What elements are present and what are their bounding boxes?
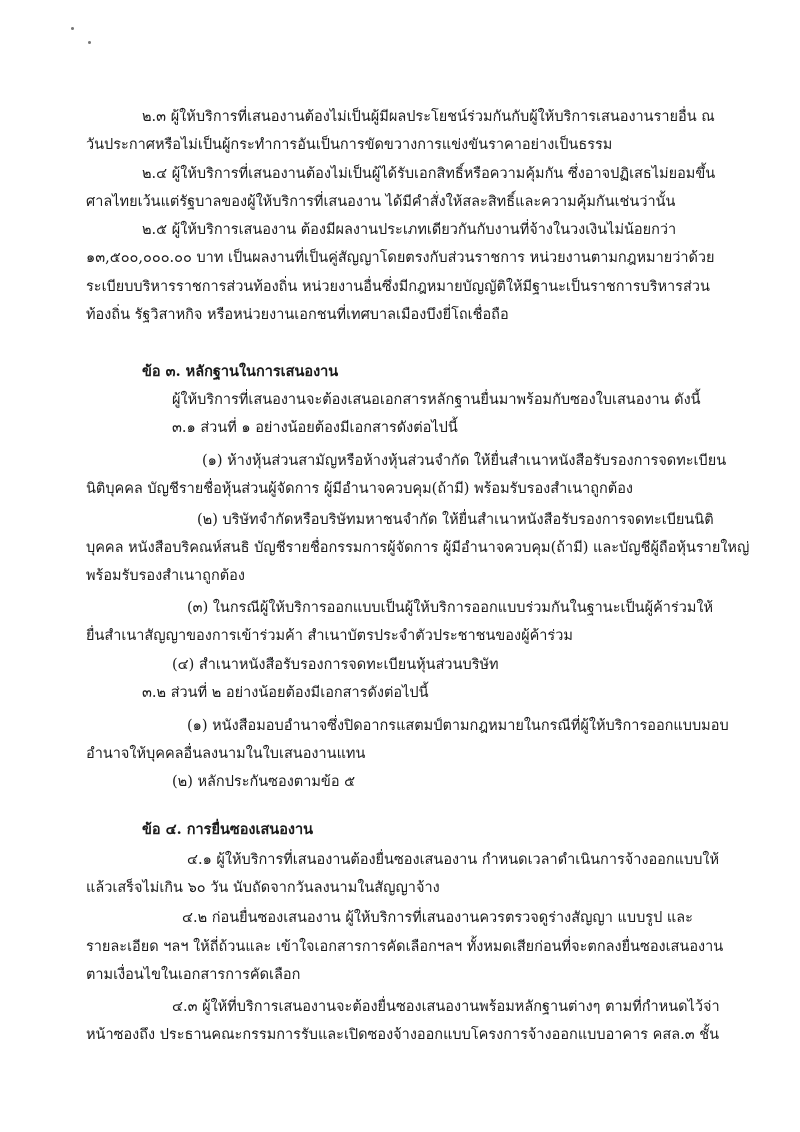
item-3-2-1-line-1: (๑) หนังสือมอบอำนาจซึ่งปิดอากรแสตมป์ตามกฎหมายในกรณีที่ผู้ให้บริการออกแบบมอบ	[187, 718, 729, 734]
paragraph-2-5-line-2: ๑๓,๕๐๐,๐๐๐.๐๐ บาท เป็นผลงานที่เป็นคู่สัญญาโดยตรงกับส่วนราชการ หน่วยงานตามกฎหมายว่าด้วย	[86, 250, 715, 266]
item-3-1-2-line-2: บุคคล หนังสือบริคณห์สนธิ บัญชีรายชื่อกรรมการผู้จัดการ ผู้มีอำนาจควบคุม(ถ้ามี) และบัญชีผู้ถือหุ้นรายใหญ่	[86, 540, 750, 556]
item-4-3-line-1: ๔.๓ ผู้ให้ที่บริการเสนองานจะต้องยื่นซองเสนองานพร้อมหลักฐานต่างๆ ตามที่กำหนดไว้จ่า	[172, 999, 720, 1015]
item-4-1-line-1: ๔.๑ ผู้ให้บริการที่เสนองานต้องยื่นซองเสนองาน กำหนดเวลาดำเนินการจ้างออกแบบให้	[187, 852, 720, 868]
item-4-1-line-2: แล้วเสร็จไม่เกิน ๖๐ วัน นับถัดจากวันลงนามในสัญญาจ้าง	[86, 880, 440, 896]
item-4-2-line-2: รายละเอียด ฯลฯ ให้ถี่ถ้วนและ เข้าใจเอกสารการคัดเลือกฯลฯ ทั้งหมดเสียก่อนที่จะตกลงยื่นซองเสนองาน	[86, 939, 724, 955]
paragraph-2-4-line-2: ศาลไทยเว้นแต่รัฐบาลของผู้ให้บริการที่เสนองาน ได้มีคำสั่งให้สละสิทธิ์และความคุ้มกันเช่นว่านั้น	[86, 194, 676, 210]
section-4-heading: ข้อ ๔. การยื่นซองเสนองาน	[142, 821, 314, 838]
item-4-2-line-1: ๔.๒ ก่อนยื่นซองเสนองาน ผู้ให้บริการที่เสนองานควรตรวจดูร่างสัญญา แบบรูป และ	[182, 910, 693, 926]
scan-mark	[88, 41, 91, 44]
paragraph-2-3-line-1: ๒.๓ ผู้ให้บริการที่เสนองานต้องไม่เป็นผู้มีผลประโยชน์ร่วมกันกับผู้ให้บริการเสนองานรายอื่น ณ	[142, 109, 715, 125]
section-3-intro: ผู้ให้บริการที่เสนองานจะต้องเสนอเอกสารหลักฐานยื่นมาพร้อมกับซองใบเสนองาน ดังนี้	[172, 392, 701, 408]
paragraph-2-5-line-1: ๒.๕ ผู้ให้บริการเสนองาน ต้องมีผลงานประเภทเดียวกันกับงานที่จ้างในวงเงินไม่น้อยกว่า	[142, 222, 677, 238]
item-3-1-3-line-1: (๓) ในกรณีผู้ให้บริการออกแบบเป็นผู้ให้บริการออกแบบร่วมกันในฐานะเป็นผู้ค้าร่วมให้	[187, 600, 714, 616]
item-3-1-1-line-1: (๑) ห้างหุ้นส่วนสามัญหรือห้างหุ้นส่วนจำกัด ให้ยื่นสำเนาหนังสือรับรองการจดทะเบียน	[202, 453, 727, 469]
item-3-2-1-line-2: อำนาจให้บุคคลอื่นลงนามในใบเสนองานแทน	[86, 746, 366, 762]
paragraph-2-5-line-3: ระเบียบบริหารราชการส่วนท้องถิ่น หน่วยงานอื่นซึ่งมีกฎหมายบัญญัติให้มีฐานะเป็นราชการบริหารส่วน	[86, 279, 710, 295]
paragraph-2-5-line-4: ท้องถิ่น รัฐวิสาหกิจ หรือหน่วยงานเอกชนที่เทศบาลเมืองบึงยี่โถเชื่อถือ	[86, 307, 509, 323]
subsection-3-1: ๓.๑ ส่วนที่ ๑ อย่างน้อยต้องมีเอกสารดังต่อไปนี้	[172, 420, 458, 436]
item-4-3-line-2: หน้าซองถึง ประธานคณะกรรมการรับและเปิดซองจ้างออกแบบโครงการจ้างออกแบบอาคาร คสล.๓ ชั้น	[86, 1027, 719, 1043]
item-3-1-1-line-2: นิติบุคคล บัญชีรายชื่อหุ้นส่วนผู้จัดการ ผู้มีอำนาจควบคุม(ถ้ามี) พร้อมรับรองสำเนาถูกต้อง	[86, 481, 634, 497]
item-3-1-2-line-1: (๒) บริษัทจำกัดหรือบริษัทมหาชนจำกัด ให้ยื่นสำเนาหนังสือรับรองการจดทะเบียนนิติ	[197, 512, 714, 528]
item-3-1-4: (๔) สำเนาหนังสือรับรองการจดทะเบียนหุ้นส่วนบริษัท	[172, 657, 499, 673]
paragraph-2-3-line-2: วันประกาศหรือไม่เป็นผู้กระทำการอันเป็นการขัดขวางการแข่งขันราคาอย่างเป็นธรรม	[86, 137, 613, 153]
section-3-heading: ข้อ ๓. หลักฐานในการเสนองาน	[142, 363, 339, 380]
item-3-1-2-line-3: พร้อมรับรองสำเนาถูกต้อง	[86, 568, 245, 584]
paragraph-2-4-line-1: ๒.๔ ผู้ให้บริการที่เสนองานต้องไม่เป็นผู้ได้รับเอกสิทธิ์หรือความคุ้มกัน ซึ่งอาจปฏิเสธไม่ยอมขึ้น	[142, 166, 716, 182]
subsection-3-2: ๓.๒ ส่วนที่ ๒ อย่างน้อยต้องมีเอกสารดังต่อไปนี้	[142, 685, 429, 701]
scan-mark	[71, 27, 74, 30]
item-3-1-3-line-2: ยื่นสำเนาสัญญาของการเข้าร่วมค้า สำเนาบัตรประจำตัวประชาชนของผู้ค้าร่วม	[86, 628, 573, 644]
item-4-2-line-3: ตามเงื่อนไขในเอกสารการคัดเลือก	[86, 967, 301, 983]
item-3-2-2: (๒) หลักประกันซองตามข้อ ๕	[172, 774, 356, 790]
